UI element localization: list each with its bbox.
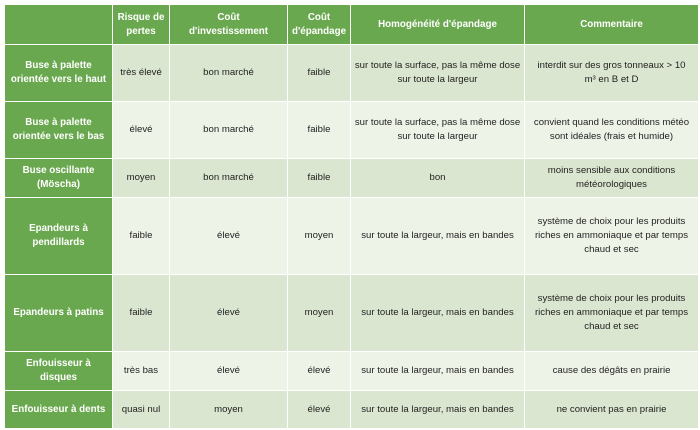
cell-comment: moins sensible aux conditions météorologiques xyxy=(525,159,699,198)
cell-invest: élevé xyxy=(170,198,288,275)
cell-spreading-cost: faible xyxy=(288,159,351,198)
cell-comment: ne convient pas en prairie xyxy=(525,391,699,429)
cell-risk: faible xyxy=(113,275,170,352)
cell-spreading-cost: moyen xyxy=(288,275,351,352)
row-device: Epandeurs à patins xyxy=(5,275,113,352)
header-spreading-cost: Coût d'épandage xyxy=(288,5,351,45)
cell-homogeneity: sur toute la largeur, mais en bandes xyxy=(351,391,525,429)
table-row xyxy=(5,102,699,159)
table-row xyxy=(5,352,699,391)
row-device: Buse oscillante (Möscha) xyxy=(5,159,113,198)
cell-homogeneity: sur toute la largeur, mais en bandes xyxy=(351,275,525,352)
header-comment: Commentaire xyxy=(525,5,699,45)
cell-spreading-cost: élevé xyxy=(288,391,351,429)
comparison-table xyxy=(4,4,699,429)
cell-invest: élevé xyxy=(170,352,288,391)
cell-comment: cause des dégâts en prairie xyxy=(525,352,699,391)
cell-risk: faible xyxy=(113,198,170,275)
cell-homogeneity: bon xyxy=(351,159,525,198)
cell-risk: très élevé xyxy=(113,45,170,102)
table-row xyxy=(5,198,699,275)
cell-homogeneity: sur toute la surface, pas la même dose sur toute la largeur xyxy=(351,45,525,102)
cell-homogeneity: sur toute la surface, pas la même dose sur toute la largeur xyxy=(351,102,525,159)
row-device: Epandeurs à pendillards xyxy=(5,198,113,275)
cell-risk: moyen xyxy=(113,159,170,198)
cell-spreading-cost: faible xyxy=(288,102,351,159)
cell-invest: moyen xyxy=(170,391,288,429)
cell-comment: interdit sur des gros tonneaux > 10 m³ en B et D xyxy=(525,45,699,102)
cell-comment: convient quand les conditions météo sont idéales (frais et humide) xyxy=(525,102,699,159)
cell-risk: quasi nul xyxy=(113,391,170,429)
cell-homogeneity: sur toute la largeur, mais en bandes xyxy=(351,352,525,391)
cell-risk: élevé xyxy=(113,102,170,159)
cell-invest: élevé xyxy=(170,275,288,352)
header-risk: Risque de pertes xyxy=(113,5,170,45)
cell-invest: bon marché xyxy=(170,159,288,198)
row-device: Buse à palette orientée vers le bas xyxy=(5,102,113,159)
cell-risk: très bas xyxy=(113,352,170,391)
cell-spreading-cost: faible xyxy=(288,45,351,102)
header-corner xyxy=(5,5,113,45)
cell-spreading-cost: élevé xyxy=(288,352,351,391)
cell-invest: bon marché xyxy=(170,45,288,102)
row-device: Buse à palette orientée vers le haut xyxy=(5,45,113,102)
row-device: Enfouisseur à disques xyxy=(5,352,113,391)
header-homogeneity: Homogénéité d'épandage xyxy=(351,5,525,45)
cell-homogeneity: sur toute la largeur, mais en bandes xyxy=(351,198,525,275)
header-row xyxy=(5,5,699,45)
cell-spreading-cost: moyen xyxy=(288,198,351,275)
header-invest: Coût d'investissement xyxy=(170,5,288,45)
cell-invest: bon marché xyxy=(170,102,288,159)
cell-comment: système de choix pour les produits riches en ammoniaque et par temps chaud et sec xyxy=(525,198,699,275)
table-row xyxy=(5,45,699,102)
cell-comment: système de choix pour les produits riches en ammoniaque et par temps chaud et sec xyxy=(525,275,699,352)
row-device: Enfouisseur à dents xyxy=(5,391,113,429)
table-row xyxy=(5,391,699,429)
table-row xyxy=(5,275,699,352)
table-row xyxy=(5,159,699,198)
